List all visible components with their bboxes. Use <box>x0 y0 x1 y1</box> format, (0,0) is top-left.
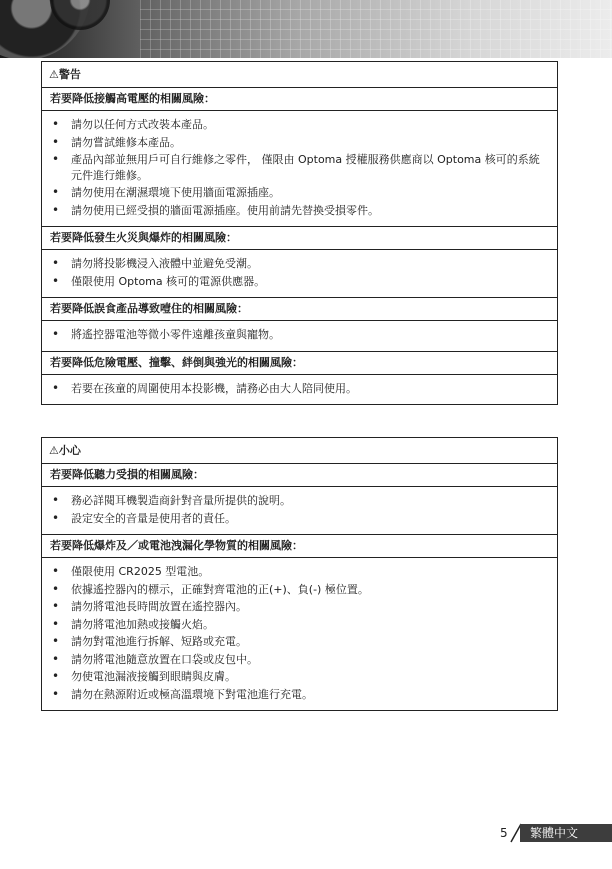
warning-title-text: 警告 <box>58 68 81 81</box>
warning-title <box>42 62 557 88</box>
list-item: • 請勿使用在潮濕環境下使用牆面電源插座。 <box>42 185 557 201</box>
section-heading: 若要降低誤食產品導致噎住的相關風險： <box>42 298 557 321</box>
list-item: • 請勿對電池進行拆解、短路或充電。 <box>42 634 557 650</box>
language-tab: 繁體中文 <box>520 824 612 842</box>
list-item: • 請勿將電池加熱或接觸火焰。 <box>42 617 557 633</box>
list-item: • 請勿使用已經受損的牆面電源插座。使用前請先替換受損零件。 <box>42 203 557 219</box>
list-item: • 僅限使用 CR2025 型電池。 <box>42 564 557 580</box>
bullet-list <box>42 111 557 227</box>
list-item: • 設定安全的音量是使用者的責任。 <box>42 511 557 527</box>
list-item: • 請勿以任何方式改裝本產品。 <box>42 117 557 133</box>
section-heading: 若要降低爆炸及／或電池洩漏化學物質的相關風險： <box>42 535 557 558</box>
bullet-list <box>42 487 557 535</box>
warning-triangle-icon: ⚠ <box>49 68 59 81</box>
warning-box <box>41 61 558 405</box>
bullet-list <box>42 375 557 405</box>
list-item: • 僅限使用 Optoma 核可的電源供應器。 <box>42 274 557 290</box>
bullet-list <box>42 250 557 298</box>
list-item: • 請勿將投影機浸入液體中並避免受潮。 <box>42 256 557 272</box>
list-item: • 依據遙控器內的標示，正確對齊電池的正(+)、負(-) 極位置。 <box>42 582 557 598</box>
list-item: • 請勿將電池隨意放置在口袋或皮包中。 <box>42 652 557 668</box>
caution-body <box>42 464 557 710</box>
warning-body <box>42 88 557 404</box>
section-heading: 若要降低危險電壓、撞擊、絆倒與強光的相關風險： <box>42 352 557 375</box>
list-item: • 請勿在熱源附近或極高溫環境下對電池進行充電。 <box>42 687 557 703</box>
section-heading: 若要降低發生火災與爆炸的相關風險： <box>42 227 557 250</box>
warning-triangle-icon: ⚠ <box>49 444 59 457</box>
list-item: • 請勿將電池長時間放置在遙控器內。 <box>42 599 557 615</box>
list-item: • 若要在孩童的周圍使用本投影機，請務必由大人陪同使用。 <box>42 381 557 397</box>
list-item: • 請勿嘗試維修本產品。 <box>42 135 557 151</box>
section-heading: 若要降低接觸高電壓的相關風險： <box>42 88 557 111</box>
list-item: • 產品內部並無用戶可自行維修之零件， 僅限由 Optoma 授權服務供應商以 Optoma 核可的系統元件進行維修。 <box>42 152 557 183</box>
caution-box <box>41 437 558 711</box>
header-banner <box>0 0 612 58</box>
caution-title-text: 小心 <box>58 444 81 457</box>
bullet-list <box>42 321 557 352</box>
list-item: • 務必詳閱耳機製造商針對音量所提供的說明。 <box>42 493 557 509</box>
section-heading: 若要降低聽力受損的相關風險： <box>42 464 557 487</box>
list-item: • 將遙控器電池等微小零件遠離孩童與寵物。 <box>42 327 557 343</box>
caution-title <box>42 438 557 464</box>
list-item: • 勿使電池漏液接觸到眼睛與皮膚。 <box>42 669 557 685</box>
page-footer <box>0 823 612 843</box>
page-number: 5 <box>500 826 508 840</box>
banner-grid-pattern <box>140 0 612 58</box>
bullet-list <box>42 558 557 710</box>
